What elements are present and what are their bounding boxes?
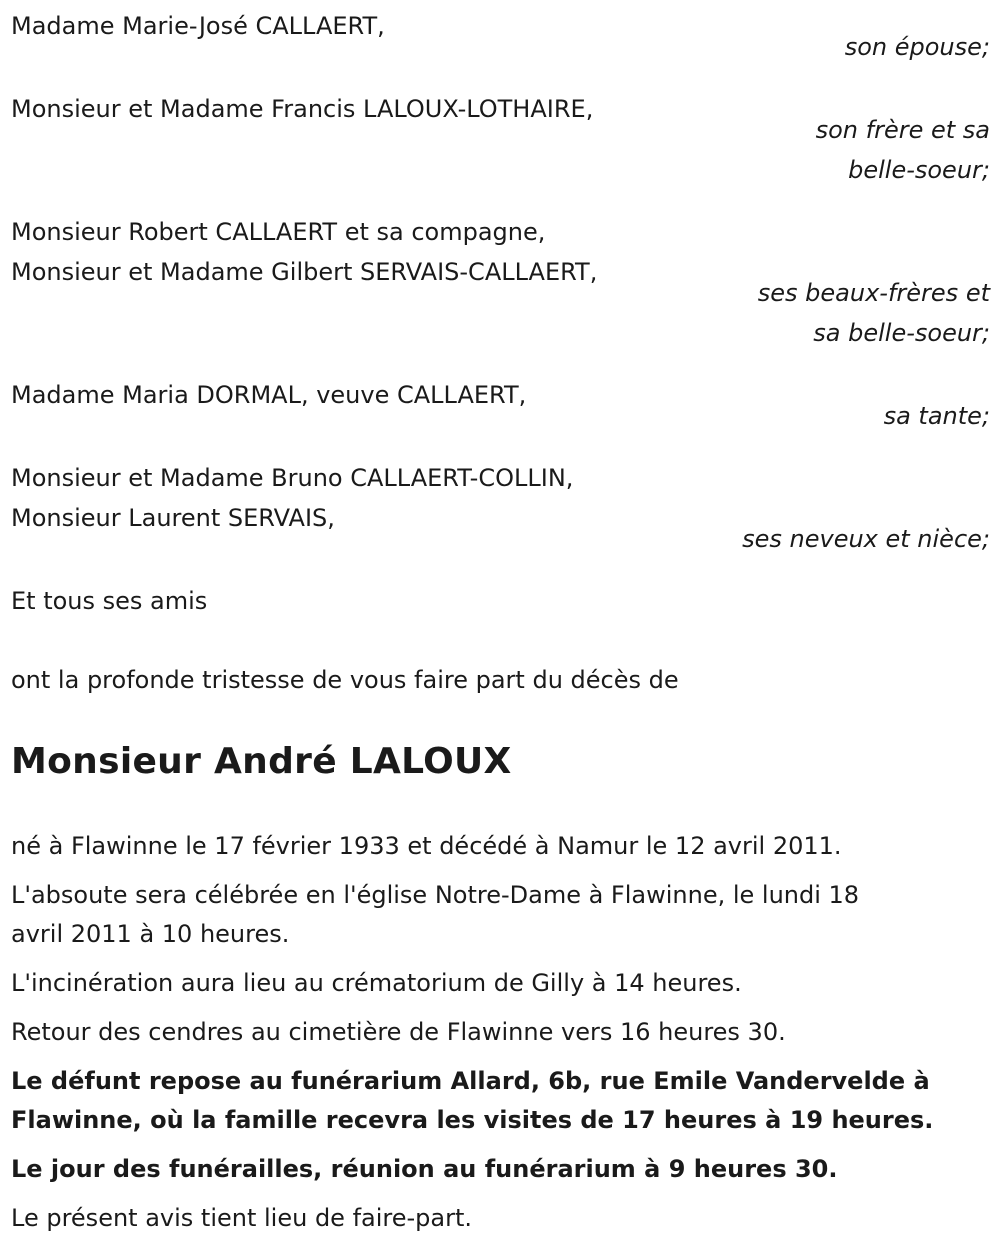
absoute-line: L'absoute sera célébrée en l'église Notre-Dame à Flawinne, le lundi 18 bbox=[11, 881, 860, 909]
obituary-notice bbox=[11, 6, 990, 1238]
notice-text: Le présent avis tient lieu de faire-part. bbox=[11, 1204, 473, 1232]
family-group-spouse bbox=[11, 6, 990, 67]
family-relation: son épouse; bbox=[844, 33, 990, 61]
family-member-name: Monsieur et Madame Gilbert SERVAIS-CALLAERT, bbox=[11, 258, 598, 286]
family-group-in-laws bbox=[11, 212, 990, 353]
funerarium-text bbox=[11, 1062, 990, 1140]
family-relation: son frère et sa bbox=[815, 116, 990, 144]
absoute-line: avril 2011 à 10 heures. bbox=[11, 920, 290, 948]
family-member-name: Monsieur Laurent SERVAIS, bbox=[11, 504, 335, 532]
incineration-text: L'incinération aura lieu au crématorium de Gilly à 14 heures. bbox=[11, 969, 742, 997]
announcement-text: ont la profonde tristesse de vous faire part du décès de bbox=[11, 666, 679, 694]
family-group-brother bbox=[11, 89, 990, 190]
family-relation: belle-soeur; bbox=[848, 156, 990, 184]
reunion-text: Le jour des funérailles, réunion au funérarium à 9 heures 30. bbox=[11, 1155, 838, 1183]
funerarium-line: Le défunt repose au funérarium Allard, 6b, rue Emile Vandervelde à bbox=[11, 1067, 930, 1095]
family-member-name: Monsieur et Madame Francis LALOUX-LOTHAIRE, bbox=[11, 95, 594, 123]
family-relation: ses beaux-frères et bbox=[757, 279, 990, 307]
family-member-name: Madame Maria DORMAL, veuve CALLAERT, bbox=[11, 381, 527, 409]
funerarium-line: Flawinne, où la famille recevra les visites de 17 heures à 19 heures. bbox=[11, 1106, 934, 1134]
family-member-name: Monsieur et Madame Bruno CALLAERT-COLLIN, bbox=[11, 464, 574, 492]
ashes-text: Retour des cendres au cimetière de Flawinne vers 16 heures 30. bbox=[11, 1018, 786, 1046]
friends-line: Et tous ses amis bbox=[11, 587, 208, 615]
family-relation: sa tante; bbox=[883, 402, 990, 430]
family-member-name: Madame Marie-José CALLAERT, bbox=[11, 12, 385, 40]
family-member-name: Monsieur Robert CALLAERT et sa compagne, bbox=[11, 218, 546, 246]
deceased-name: Monsieur André LALOUX bbox=[11, 741, 512, 782]
family-relation: ses neveux et nièce; bbox=[742, 525, 990, 553]
birth-death-text: né à Flawinne le 17 février 1933 et décédé à Namur le 12 avril 2011. bbox=[11, 832, 842, 860]
family-group-aunt bbox=[11, 375, 990, 436]
family-relation: sa belle-soeur; bbox=[813, 319, 990, 347]
family-group-nephews bbox=[11, 458, 990, 559]
absoute-text bbox=[11, 876, 990, 954]
